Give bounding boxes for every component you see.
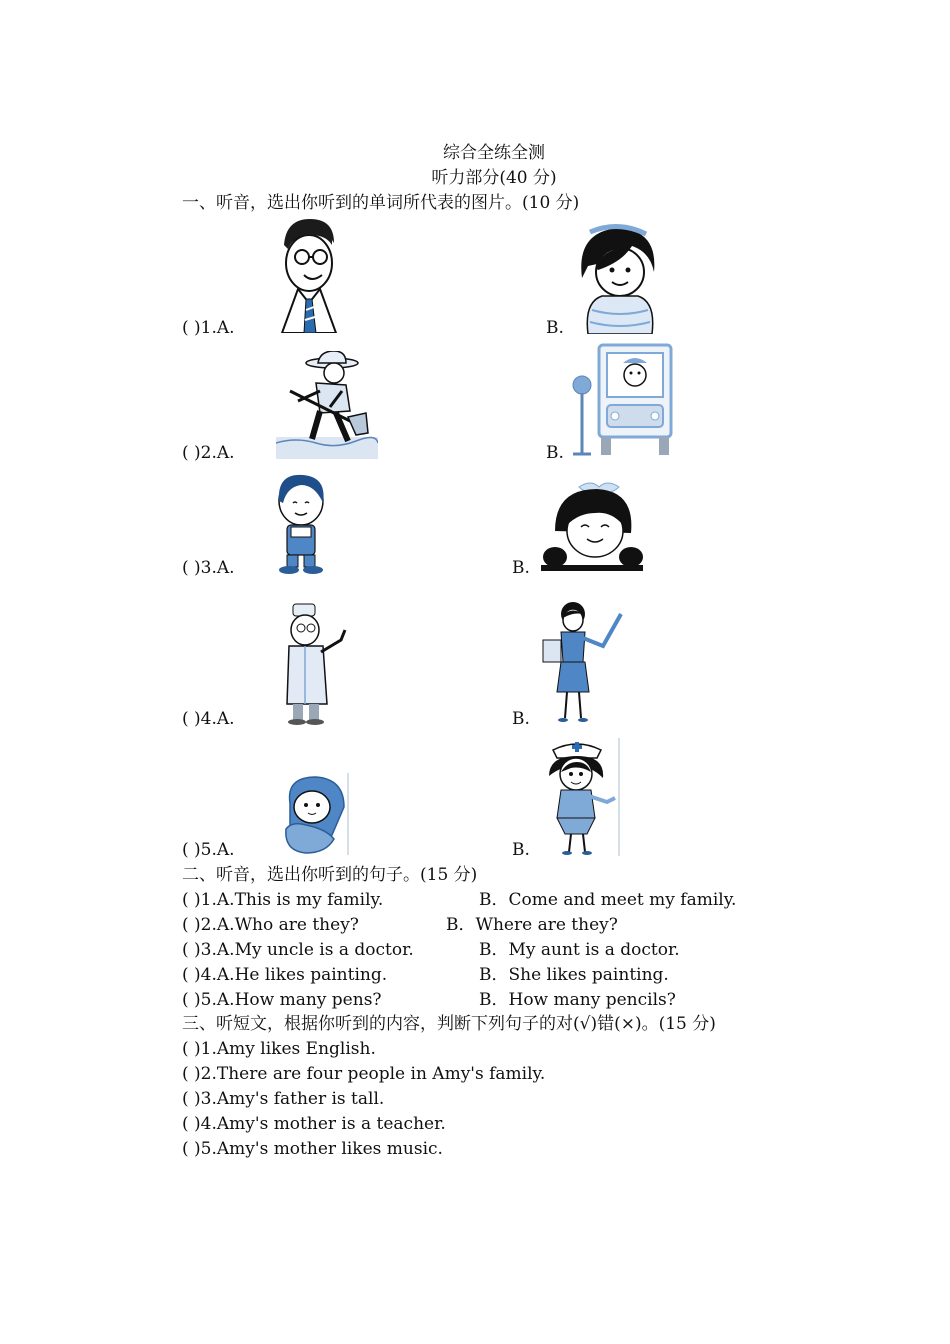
question-2-option-b: B. — [546, 443, 564, 463]
doctor-picture — [283, 602, 349, 725]
question-1-label: ( )1.A. — [182, 318, 235, 338]
s2-item-5-a: ( )5.A.How many pens? — [182, 990, 382, 1010]
driver-picture — [571, 343, 673, 458]
s2-item-2-b: B．Where are they? — [446, 915, 618, 935]
farmer-picture — [276, 351, 378, 459]
page-title: 综合全练全测 — [443, 143, 545, 163]
s2-item-2-a: ( )2.A.Who are they? — [182, 915, 359, 935]
s3-item-2: ( )2.There are four people in Amy's family. — [182, 1064, 546, 1084]
section2-heading: 二、听音，选出你听到的句子。(15 分) — [182, 865, 478, 885]
boy-picture — [275, 473, 327, 574]
section3-heading: 三、听短文，根据你听到的内容，判断下列句子的对(√)错(×)。(15 分) — [182, 1014, 716, 1034]
girl-picture — [541, 481, 643, 571]
question-3-label: ( )3.A. — [182, 558, 235, 578]
mother-picture — [572, 222, 662, 334]
father-picture — [276, 215, 342, 333]
question-4-label: ( )4.A. — [182, 709, 235, 729]
teacher-picture — [541, 600, 623, 722]
question-2-label: ( )2.A. — [182, 443, 235, 463]
question-5-option-b: B. — [512, 840, 530, 860]
section1-heading: 一、听音，选出你听到的单词所代表的图片。(10 分) — [182, 193, 580, 213]
question-5-label: ( )5.A. — [182, 840, 235, 860]
s2-item-1-b: B．Come and meet my family. — [479, 890, 737, 910]
s3-item-4: ( )4.Amy's mother is a teacher. — [182, 1114, 446, 1134]
s2-item-4-a: ( )4.A.He likes painting. — [182, 965, 388, 985]
page-subtitle: 听力部分(40 分) — [431, 168, 557, 188]
s2-item-4-b: B．She likes painting. — [479, 965, 669, 985]
nurse-picture — [541, 738, 621, 856]
s2-item-5-b: B．How many pencils? — [479, 990, 676, 1010]
s3-item-1: ( )1.Amy likes English. — [182, 1039, 376, 1059]
s2-item-3-a: ( )3.A.My uncle is a doctor. — [182, 940, 414, 960]
question-4-option-b: B. — [512, 709, 530, 729]
s2-item-1-a: ( )1.A.This is my family. — [182, 890, 384, 910]
s3-item-5: ( )5.Amy's mother likes music. — [182, 1139, 443, 1159]
question-3-option-b: B. — [512, 558, 530, 578]
s2-item-3-b: B．My aunt is a doctor. — [479, 940, 680, 960]
s3-item-3: ( )3.Amy's father is tall. — [182, 1089, 385, 1109]
question-1-option-b: B. — [546, 318, 564, 338]
baby-picture — [276, 773, 349, 855]
